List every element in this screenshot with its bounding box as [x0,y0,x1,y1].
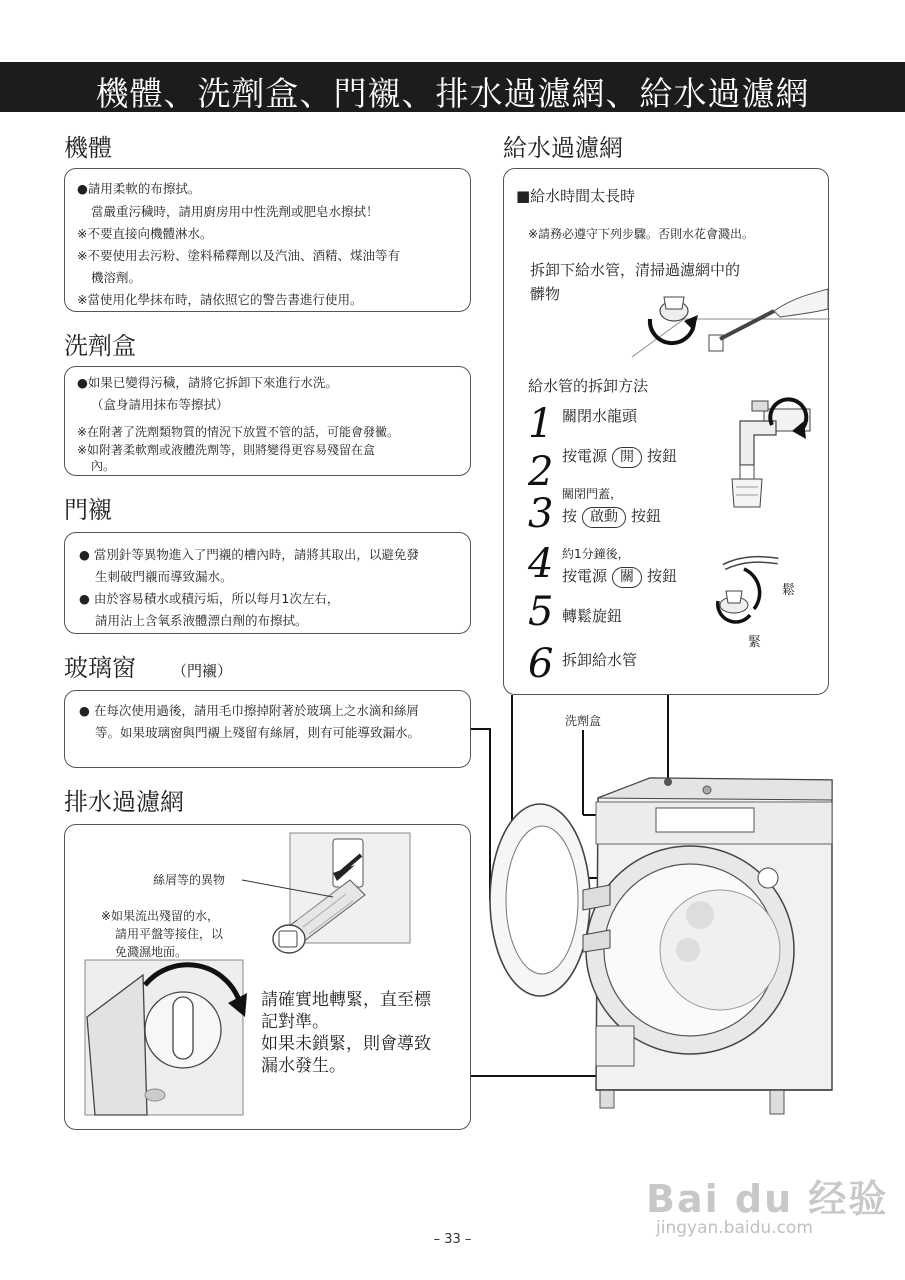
glass-line: ● 在每次使用過後，請用毛巾擦掉附著於玻璃上之水滴和絲屑 [79,703,419,718]
drain-filter-heading: 排水過濾網 [64,788,184,816]
step-text-pre: 按電源 [562,447,608,465]
door-seal-line: 生刺破門襯而導致漏水。 [95,569,233,584]
loosen-label: 鬆 [782,583,796,598]
power-on-pill: 開 [612,447,642,468]
supply-filter-heading: 給水過濾網 [503,134,623,162]
step-note: 約1分鐘後， [562,547,630,561]
body-line: ※當使用化學抹布時，請依照它的警告書進行使用。 [77,292,363,307]
supply-instruction: 拆卸下給水管，清掃過濾網中的 [530,261,741,279]
supply-instruction: 髒物 [530,285,561,303]
detergent-line: ※如附著柔軟劑或液體洗劑等，則將變得更容易殘留在盒 [77,443,376,457]
supply-filter-box [503,168,829,695]
body-line: ※不要直接向機體淋水。 [77,226,213,241]
body-care-box [64,168,471,312]
door-seal-line: ● 當別針等異物進入了門襯的槽內時，請將其取出，以避免發 [79,547,419,562]
step-text [562,445,677,468]
drain-note-line: 請用平盤等接住，以 [115,927,224,941]
detergent-line: ※在附著了洗劑類物質的情況下放置不管的話，可能會發黴。 [77,425,400,439]
body-line: 機溶劑。 [91,270,142,285]
start-pill: 啟動 [582,507,626,528]
door-seal-care-box [64,532,471,634]
baidu-watermark-logo: Bai du 经验 [646,1177,889,1221]
faucet-illustration [714,395,814,515]
step-number: 4 [528,541,554,587]
washing-machine-illustration [0,690,905,1170]
lint-label: 絲屑等的異物 [153,873,226,887]
hose-knob-illustration [714,555,804,641]
step-text-pre: 按 [562,507,578,525]
door-seal-line: 請用沾上含氧系液體漂白劑的布擦拭。 [95,613,308,628]
detergent-care-box [64,366,471,476]
step-number: 5 [528,589,554,635]
supply-warning: ※請務必遵守下列步驟。否則水花會濺出。 [528,227,755,241]
watermark-url: jingyan.baidu.com [656,1218,813,1238]
tighten-line: 如果未鎖緊，則會導致 [261,1034,431,1054]
filter-cleaning-illustration [624,279,830,359]
detergent-line: ●如果已變得污穢，請將它拆卸下來進行水洗。 [77,375,338,390]
tighten-line: 記對準。 [261,1012,329,1032]
step-text-post: 按鈕 [647,567,678,585]
step-text: 拆卸給水管 [562,651,638,669]
title-banner [0,62,905,112]
body-line: ※不要使用去污粉、塗料稀釋劑以及汽油、酒精、煤油等有 [77,248,400,263]
tighten-line: 請確實地轉緊，直至標 [261,990,431,1010]
power-off-pill: 關 [612,567,642,588]
detergent-line: 內。 [91,459,116,473]
detergent-heading: 洗劑盒 [64,332,136,360]
step-text-post: 按鈕 [631,507,662,525]
body-line: ●請用柔軟的布擦拭。 [77,181,201,196]
tighten-line: 漏水發生。 [261,1056,346,1076]
step-note: 關閉門蓋， [562,487,623,501]
step-text [562,565,677,588]
step-number: 2 [528,449,554,495]
door-seal-heading: 門襯 [64,496,112,524]
drain-note-line: ※如果流出殘留的水， [101,909,220,923]
step-text [562,505,661,528]
method-title: 給水管的拆卸方法 [528,377,649,395]
supply-subheading: ■給水時間太長時 [516,187,636,205]
detergent-box-label: 洗劑盒 [565,714,602,728]
glass-heading: 玻璃窗 [64,654,136,682]
page-title: 機體、洗劑盒、門襯、排水過濾網、給水過濾網 [95,74,810,113]
glass-subheading: （門襯） [172,662,233,680]
tighten-label: 緊 [748,635,762,650]
step-text: 關閉水龍頭 [562,407,638,425]
door-seal-line: ● 由於容易積水或積污垢，所以每月1次左右， [79,591,340,606]
step-number: 1 [528,401,554,447]
step-number: 3 [528,491,554,537]
body-line: 當嚴重污穢時，請用廚房用中性洗劑或肥皂水擦拭！ [91,204,379,219]
step-text-post: 按鈕 [647,447,678,465]
page-number: – 33 – [433,1232,472,1247]
step-number: 6 [528,641,554,687]
glass-line: 等。如果玻璃窗與門襯上殘留有絲屑，則有可能導致漏水。 [95,725,421,740]
step-text-pre: 按電源 [562,567,608,585]
drain-note-line: 免濺濕地面。 [115,945,188,959]
body-heading: 機體 [64,134,112,162]
step-text: 轉鬆旋鈕 [562,607,623,625]
detergent-line: （盒身請用抹布等擦拭） [91,397,229,412]
